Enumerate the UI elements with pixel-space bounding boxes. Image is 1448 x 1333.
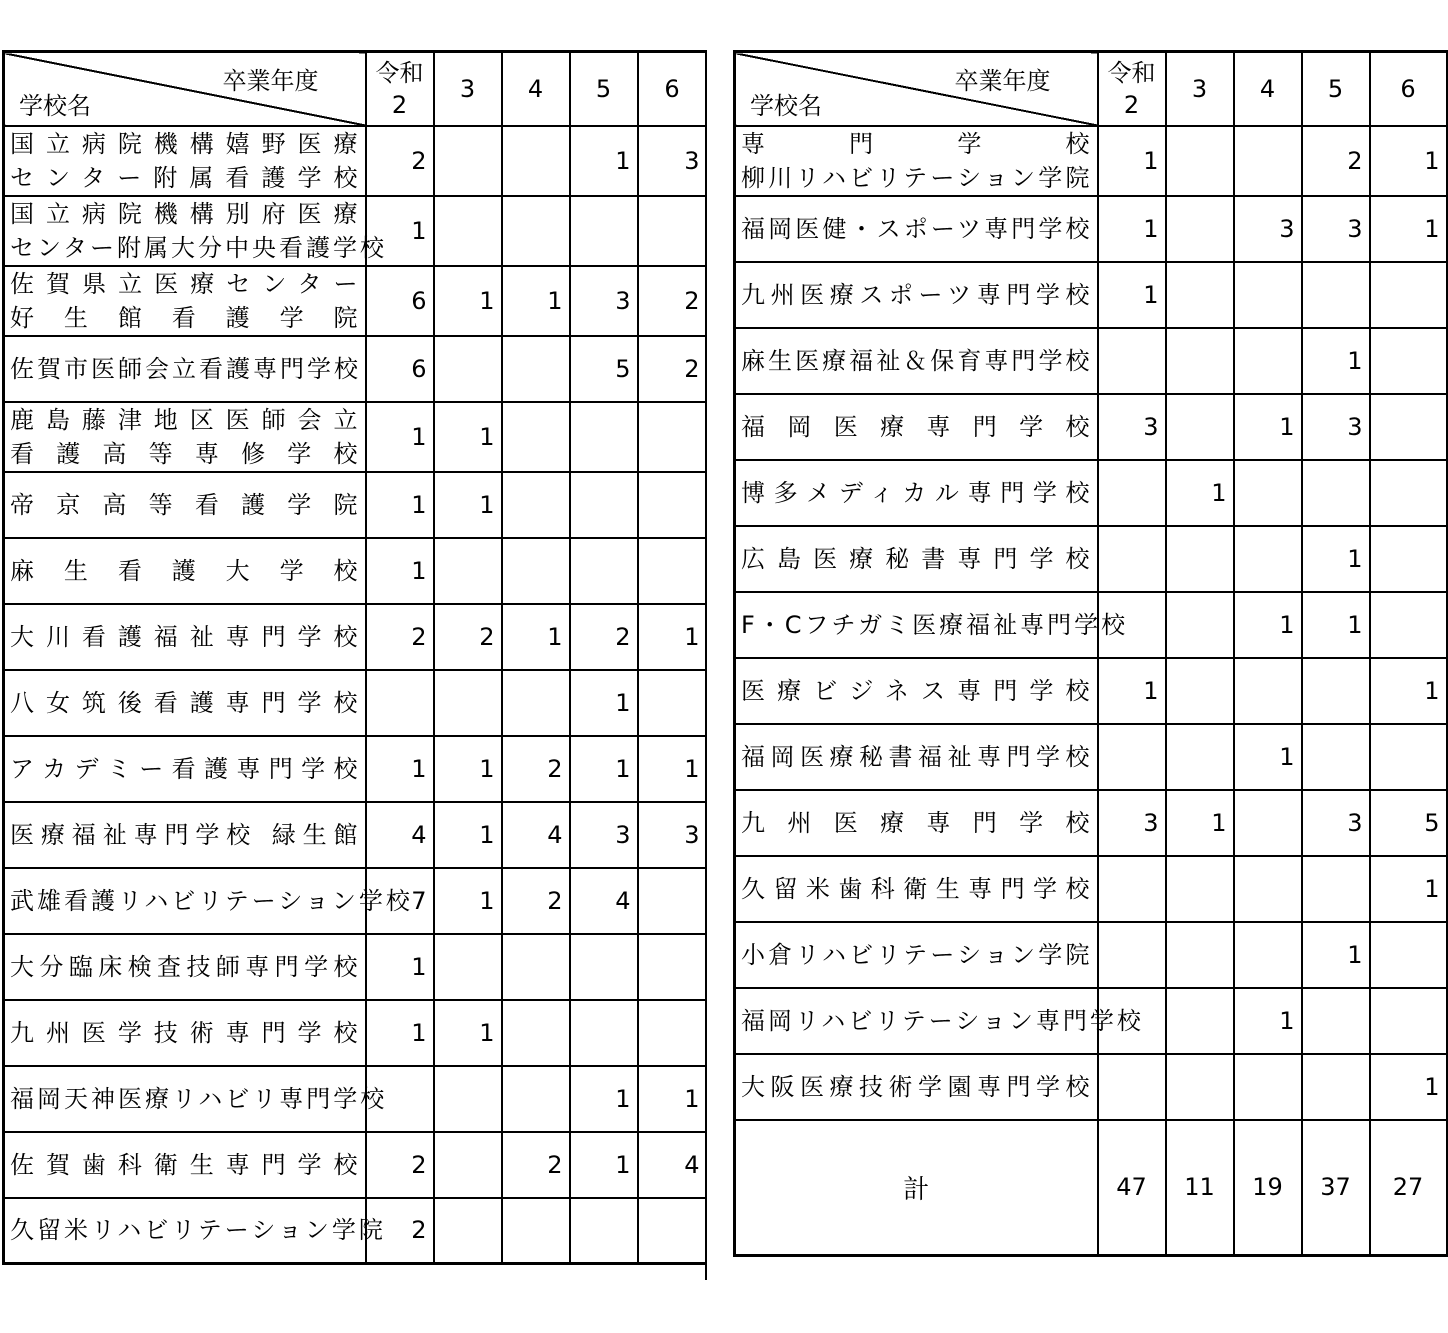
count-cell	[1370, 988, 1447, 1054]
school-name-cell	[4, 802, 366, 868]
count-cell: 1	[1098, 196, 1166, 262]
count-cell	[1098, 460, 1166, 526]
school-name-line1: 佐賀歯科衛生専門学校	[10, 1150, 361, 1179]
total-count-cell: 37	[1302, 1120, 1370, 1256]
column-header-year-label: 卒業年度	[222, 67, 319, 95]
count-cell: 1	[1370, 126, 1447, 196]
school-name-line1: 小倉リハビリテーション学院	[741, 940, 1093, 969]
table-row	[735, 988, 1447, 1054]
total-row	[735, 1120, 1447, 1256]
count-cell	[1302, 856, 1370, 922]
count-cell: 4	[502, 802, 570, 868]
school-name-cell	[735, 126, 1098, 196]
count-cell	[1302, 262, 1370, 328]
school-name-cell	[735, 724, 1098, 790]
count-cell: 1	[1370, 856, 1447, 922]
school-name-cell	[4, 472, 366, 538]
count-cell: 1	[1234, 724, 1302, 790]
count-cell: 2	[366, 604, 434, 670]
count-cell	[502, 336, 570, 402]
count-cell	[502, 1198, 570, 1264]
school-name-line1: 九州医療専門学校	[741, 808, 1093, 837]
count-cell	[1098, 526, 1166, 592]
table-row	[735, 790, 1447, 856]
count-cell: 1	[434, 402, 502, 472]
count-cell: 1	[434, 736, 502, 802]
count-cell: 2	[502, 736, 570, 802]
year-label-number: 2	[391, 90, 408, 119]
count-cell	[434, 126, 502, 196]
school-name-line1: 国立病院機構嬉野医療	[10, 129, 361, 158]
count-cell: 1	[570, 1066, 638, 1132]
count-cell	[570, 402, 638, 472]
count-cell: 3	[1302, 790, 1370, 856]
count-cell: 1	[1370, 1054, 1447, 1120]
count-cell: 1	[638, 604, 707, 670]
school-name-line1: 福岡リハビリテーション専門学校	[741, 1006, 1144, 1035]
count-cell: 1	[1098, 126, 1166, 196]
count-cell	[1234, 460, 1302, 526]
count-cell: 1	[1302, 592, 1370, 658]
count-cell: 1	[366, 736, 434, 802]
year-header-cell	[638, 52, 707, 126]
count-cell	[638, 934, 707, 1000]
year-header-cell	[366, 52, 434, 126]
table-row	[735, 856, 1447, 922]
count-cell	[1370, 592, 1447, 658]
count-cell	[1098, 1054, 1166, 1120]
count-cell	[502, 196, 570, 266]
count-cell: 1	[434, 802, 502, 868]
row-header-school-label: 学校名	[750, 91, 822, 120]
table-row	[4, 736, 707, 802]
school-name-line1: 専門学校	[741, 129, 1093, 158]
count-cell: 1	[638, 1066, 707, 1132]
count-cell: 5	[570, 336, 638, 402]
count-cell: 3	[1302, 394, 1370, 460]
school-name-line1: 博多メディカル専門学校	[741, 478, 1093, 507]
school-name-line1: 佐賀市医師会立看護専門学校	[10, 354, 361, 383]
school-name-cell	[735, 1054, 1098, 1120]
left-table	[2, 50, 708, 1265]
school-name-cell	[735, 394, 1098, 460]
school-name-cell	[4, 736, 366, 802]
corner-header-cell	[4, 52, 366, 126]
count-cell	[502, 934, 570, 1000]
table-row	[4, 1132, 707, 1198]
count-cell	[1234, 856, 1302, 922]
year-label: 6	[664, 74, 680, 103]
school-name-cell	[735, 196, 1098, 262]
school-name-cell	[735, 592, 1129, 658]
school-name-cell	[735, 790, 1098, 856]
count-cell: 1	[570, 736, 638, 802]
table-row	[4, 538, 707, 604]
school-name-line1: 久留米リハビリテーション学院	[10, 1216, 386, 1245]
year-label: 令和	[375, 58, 424, 87]
table-row	[735, 724, 1447, 790]
table-row	[4, 196, 707, 266]
school-name-line1: 福岡医療専門学校	[741, 412, 1093, 441]
school-name-line2: センター附属大分中央看護学校	[10, 233, 388, 262]
count-cell	[1234, 328, 1302, 394]
count-cell	[570, 472, 638, 538]
table-row	[735, 196, 1447, 262]
count-cell	[434, 196, 502, 266]
count-cell	[1370, 460, 1447, 526]
count-cell: 1	[366, 1000, 434, 1066]
school-name-line1: 医療ビジネス専門学校	[741, 676, 1093, 705]
count-cell	[1098, 724, 1166, 790]
count-cell: 1	[366, 402, 434, 472]
count-cell	[1370, 262, 1447, 328]
count-cell	[434, 1132, 502, 1198]
count-cell	[1098, 856, 1166, 922]
count-cell	[570, 538, 638, 604]
year-label: 令和	[1107, 58, 1156, 87]
count-cell: 1	[366, 472, 434, 538]
school-name-cell	[4, 604, 366, 670]
school-name-cell	[4, 402, 366, 472]
count-cell	[1234, 262, 1302, 328]
count-cell: 3	[638, 126, 707, 196]
count-cell: 2	[1302, 126, 1370, 196]
table-row	[4, 1000, 707, 1066]
school-name-line1: 麻生医療福祉＆保育専門学校	[741, 346, 1093, 375]
count-cell	[1234, 126, 1302, 196]
row-header-school-label: 学校名	[19, 91, 91, 120]
count-cell	[1234, 526, 1302, 592]
school-name-cell	[4, 196, 388, 266]
total-count-cell: 27	[1370, 1120, 1447, 1256]
school-name-line1: 福岡医療秘書福祉専門学校	[741, 742, 1093, 771]
school-name-line1: 鹿島藤津地区医師会立	[10, 405, 361, 434]
total-count-cell: 47	[1098, 1120, 1166, 1256]
count-cell	[502, 1066, 570, 1132]
table-row	[4, 336, 707, 402]
count-cell	[638, 1198, 707, 1264]
count-cell	[1302, 460, 1370, 526]
count-cell	[1302, 724, 1370, 790]
school-name-cell	[735, 460, 1098, 526]
count-cell	[434, 538, 502, 604]
school-name-line1: 武雄看護リハビリテーション学校	[10, 886, 413, 915]
year-header-cell	[570, 52, 638, 126]
count-cell: 3	[570, 802, 638, 868]
count-cell	[1370, 922, 1447, 988]
school-name-cell	[4, 126, 366, 196]
count-cell: 6	[366, 266, 434, 336]
count-cell: 1	[570, 670, 638, 736]
school-name-cell	[4, 538, 366, 604]
count-cell: 1	[366, 934, 434, 1000]
table-row	[4, 266, 707, 336]
count-cell	[1370, 526, 1447, 592]
count-cell: 4	[570, 868, 638, 934]
school-name-cell	[4, 670, 366, 736]
count-cell	[1166, 856, 1234, 922]
table-row	[735, 592, 1447, 658]
count-cell	[1166, 262, 1234, 328]
count-cell	[502, 670, 570, 736]
count-cell	[1166, 922, 1234, 988]
count-cell: 1	[570, 126, 638, 196]
table-row	[4, 1198, 707, 1264]
school-name-cell	[735, 526, 1098, 592]
count-cell	[502, 402, 570, 472]
count-cell: 4	[366, 802, 434, 868]
count-cell: 1	[1370, 658, 1447, 724]
count-cell	[1302, 658, 1370, 724]
count-cell: 1	[1234, 988, 1302, 1054]
total-count-cell: 19	[1234, 1120, 1302, 1256]
year-header-cell	[1166, 52, 1234, 126]
count-cell: 1	[1234, 394, 1302, 460]
count-cell	[1166, 196, 1234, 262]
school-name-line1: 帝京高等看護学院	[10, 490, 361, 519]
school-name-line1: 佐賀県立医療センター	[10, 269, 361, 298]
count-cell	[434, 1198, 502, 1264]
count-cell	[502, 472, 570, 538]
school-name-line2: 柳川リハビリテーション学院	[741, 163, 1093, 192]
count-cell: 2	[638, 266, 707, 336]
count-cell: 1	[1302, 526, 1370, 592]
count-cell	[1166, 592, 1234, 658]
year-header-cell	[1302, 52, 1370, 126]
table-row	[735, 262, 1447, 328]
count-cell	[1098, 328, 1166, 394]
count-cell: 1	[1098, 658, 1166, 724]
count-cell	[1166, 1054, 1234, 1120]
table-row	[735, 526, 1447, 592]
school-name-cell	[4, 1132, 366, 1198]
school-name-cell	[735, 262, 1098, 328]
count-cell: 1	[1166, 790, 1234, 856]
table-row	[735, 1054, 1447, 1120]
count-cell: 1	[502, 604, 570, 670]
count-cell: 2	[366, 126, 434, 196]
count-cell	[434, 336, 502, 402]
count-cell	[570, 196, 638, 266]
table-row	[4, 868, 707, 934]
school-name-line1: 久留米歯科衛生専門学校	[741, 874, 1093, 903]
year-label: 3	[459, 74, 476, 103]
count-cell	[1166, 724, 1234, 790]
school-name-cell	[735, 658, 1098, 724]
total-count-cell: 11	[1166, 1120, 1234, 1256]
count-cell	[1166, 126, 1234, 196]
school-name-cell	[4, 1198, 386, 1264]
count-cell	[570, 1000, 638, 1066]
table-row	[4, 1066, 707, 1132]
count-cell: 1	[366, 196, 434, 266]
count-cell	[638, 670, 707, 736]
count-cell: 4	[638, 1132, 707, 1198]
school-name-line2: 看護高等専修学校	[10, 439, 361, 468]
school-name-line1: 大阪医療技術学園専門学校	[741, 1072, 1093, 1101]
count-cell: 1	[434, 1000, 502, 1066]
count-cell	[1302, 1054, 1370, 1120]
school-name-line1: 九州医療スポーツ専門学校	[741, 280, 1093, 309]
count-cell	[1370, 394, 1447, 460]
school-name-line1: 九州医学技術専門学校	[10, 1018, 361, 1047]
count-cell	[1166, 658, 1234, 724]
school-name-cell	[4, 1066, 388, 1132]
year-header-cell	[502, 52, 570, 126]
count-cell: 2	[570, 604, 638, 670]
table-row	[4, 126, 707, 196]
count-cell: 1	[570, 1132, 638, 1198]
count-cell: 1	[502, 266, 570, 336]
year-header-cell	[1234, 52, 1302, 126]
count-cell: 1	[1302, 922, 1370, 988]
count-cell	[638, 538, 707, 604]
count-cell: 1	[1234, 592, 1302, 658]
count-cell	[638, 472, 707, 538]
count-cell	[502, 126, 570, 196]
year-header-cell	[1370, 52, 1447, 126]
table-row	[4, 934, 707, 1000]
year-label-number: 2	[1123, 90, 1140, 119]
count-cell: 7	[366, 868, 434, 934]
school-name-cell	[4, 266, 366, 336]
count-cell: 3	[638, 802, 707, 868]
count-cell: 1	[366, 538, 434, 604]
year-label: 3	[1191, 74, 1208, 103]
count-cell: 2	[366, 1198, 434, 1264]
school-name-line2: 好生館看護学院	[10, 303, 361, 332]
count-cell	[1234, 922, 1302, 988]
school-name-line1: 医療福祉専門学校 緑生館	[10, 820, 361, 849]
school-name-line1: 福岡天神医療リハビリ専門学校	[10, 1084, 388, 1113]
count-cell	[1234, 1054, 1302, 1120]
school-name-cell	[4, 934, 366, 1000]
count-cell: 3	[570, 266, 638, 336]
count-cell: 2	[502, 1132, 570, 1198]
table-row	[4, 472, 707, 538]
table-row	[735, 460, 1447, 526]
column-header-year-label: 卒業年度	[954, 67, 1051, 95]
count-cell: 1	[434, 472, 502, 538]
count-cell: 2	[638, 336, 707, 402]
header-row	[735, 52, 1447, 126]
count-cell	[366, 670, 434, 736]
count-cell: 2	[434, 604, 502, 670]
count-cell	[638, 196, 707, 266]
table-row	[735, 658, 1447, 724]
count-cell	[638, 1000, 707, 1066]
count-cell	[1098, 922, 1166, 988]
year-header-cell	[1098, 52, 1166, 126]
count-cell: 3	[1302, 196, 1370, 262]
count-cell	[502, 538, 570, 604]
year-label: 6	[1400, 74, 1416, 103]
school-name-line1: 大分臨床検査技師専門学校	[10, 952, 361, 981]
year-label: 4	[1259, 74, 1276, 103]
school-name-cell	[735, 988, 1144, 1054]
count-cell	[434, 934, 502, 1000]
count-cell	[1370, 724, 1447, 790]
school-name-line1: 広島医療秘書専門学校	[741, 544, 1093, 573]
count-cell	[638, 868, 707, 934]
count-cell: 1	[1302, 328, 1370, 394]
count-cell: 3	[1098, 790, 1166, 856]
count-cell	[1234, 658, 1302, 724]
count-cell	[1302, 988, 1370, 1054]
year-label: 4	[527, 74, 544, 103]
count-cell: 1	[1166, 460, 1234, 526]
school-name-cell	[735, 328, 1098, 394]
count-cell: 6	[366, 336, 434, 402]
count-cell	[1166, 394, 1234, 460]
count-cell: 1	[434, 266, 502, 336]
table-row	[735, 922, 1447, 988]
count-cell: 2	[502, 868, 570, 934]
table-row	[4, 670, 707, 736]
school-name-line1: 大川看護福祉専門学校	[10, 622, 361, 651]
count-cell	[434, 1066, 502, 1132]
count-cell: 1	[638, 736, 707, 802]
count-cell	[1166, 526, 1234, 592]
count-cell	[570, 934, 638, 1000]
table-row	[735, 394, 1447, 460]
count-cell	[1370, 328, 1447, 394]
table-row	[735, 126, 1447, 196]
count-cell	[434, 670, 502, 736]
count-cell: 2	[366, 1132, 434, 1198]
school-name-line1: 麻生看護大学校	[10, 556, 361, 585]
school-name-cell	[4, 1000, 366, 1066]
table-row	[735, 328, 1447, 394]
count-cell	[1234, 790, 1302, 856]
school-name-line1: F・Cフチガミ医療福祉専門学校	[741, 610, 1129, 639]
year-label: 5	[595, 74, 612, 103]
right-table	[733, 50, 1448, 1257]
count-cell	[502, 1000, 570, 1066]
count-cell: 3	[1098, 394, 1166, 460]
count-cell	[1166, 988, 1234, 1054]
year-header-cell	[434, 52, 502, 126]
corner-header-cell	[735, 52, 1098, 126]
count-cell: 5	[1370, 790, 1447, 856]
school-name-cell	[735, 922, 1098, 988]
school-name-line1: 国立病院機構別府医療	[10, 199, 361, 228]
school-name-line1: 福岡医健・スポーツ専門学校	[741, 214, 1093, 243]
count-cell: 1	[1098, 262, 1166, 328]
count-cell	[1166, 328, 1234, 394]
school-name-cell	[4, 336, 366, 402]
school-name-cell	[4, 868, 413, 934]
school-name-line1: 八女筑後看護専門学校	[10, 688, 361, 717]
table-row	[4, 402, 707, 472]
count-cell	[638, 402, 707, 472]
count-cell	[570, 1198, 638, 1264]
count-cell: 3	[1234, 196, 1302, 262]
school-name-line1: アカデミー看護専門学校	[10, 754, 361, 783]
year-label: 5	[1327, 74, 1344, 103]
table-row	[4, 802, 707, 868]
count-cell: 1	[434, 868, 502, 934]
header-row	[4, 52, 707, 126]
count-cell: 1	[1370, 196, 1447, 262]
table-separator	[705, 50, 733, 1280]
total-label-cell: 計	[735, 1120, 1098, 1256]
table-row	[4, 604, 707, 670]
school-name-line2: センター附属看護学校	[10, 163, 361, 192]
school-name-cell	[735, 856, 1098, 922]
